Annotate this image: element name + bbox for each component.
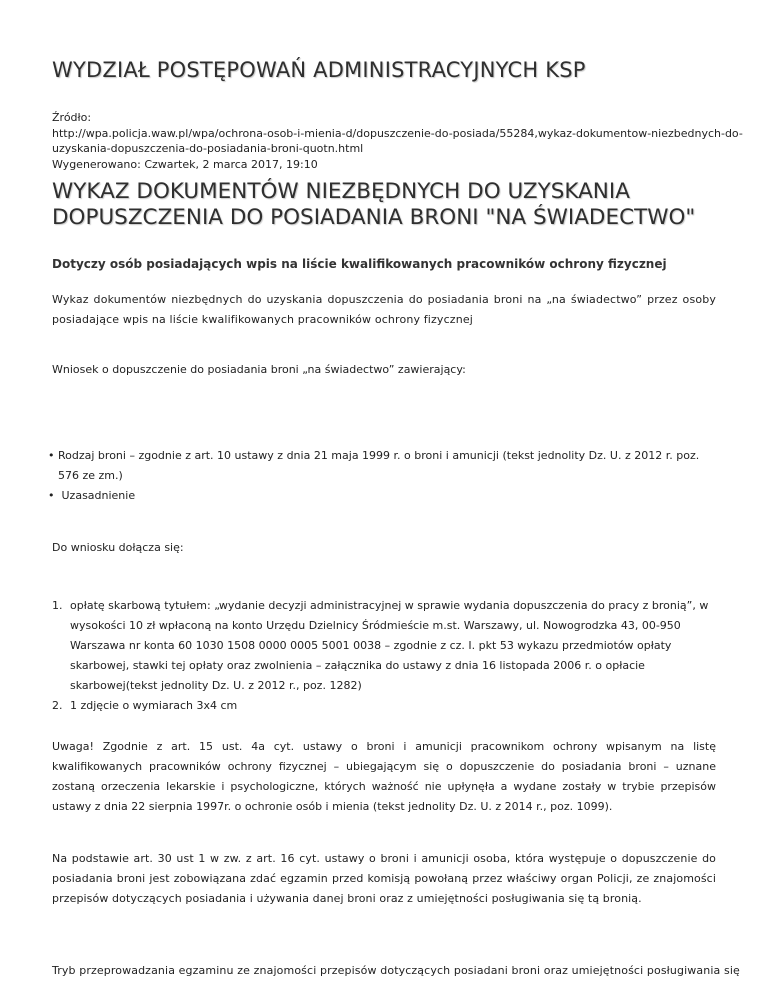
list-item-text: opłatę skarbową tytułem: „wydanie decyzji administracyjnej w sprawie wydania dopuszczenia do pracy z bronią”, w wysokości 10 zł wpłaconą na konto Urzędu Dzielnicy Śródmieście m.st. Warszawy, ul. Nowogrodzka 43, 00-950 Warszawa nr konta 60 1030 1508 0000 0005 5001 0038 – zgodnie z cz. I. pkt 53 wykazu przedmiotów opłaty skarbowej, stawki tej opłaty oraz zwolnienia – załącznika do ustawy z dnia 16 listopada 2006 r. o opłacie skarbowej(tekst jednolity Dz. U. z 2012 r., poz. 1282) xyxy=(70,599,709,692)
source-label: Źródło: xyxy=(52,111,92,124)
list-number: 1. xyxy=(52,599,63,612)
source-url-line-2: uzyskania-dopuszczenia-do-posiadania-broni-quotn.html xyxy=(52,142,364,155)
exam-procedure-paragraph: Tryb przeprowadzania egzaminu ze znajomości przepisów dotyczących posiadani broni oraz umiejętności posługiwania się xyxy=(52,964,740,977)
application-contents-list xyxy=(48,446,716,506)
list-item-text: Uzasadnienie xyxy=(58,489,136,502)
article-subtitle: Dotyczy osób posiadających wpis na liście kwalifikowanych pracowników ochrony fizycznej xyxy=(52,257,667,271)
list-item xyxy=(52,696,716,716)
list-item xyxy=(48,446,716,486)
generated-timestamp: Wygenerowano: Czwartek, 2 marca 2017, 19:10 xyxy=(52,157,318,171)
list-item xyxy=(48,486,716,506)
application-heading: Wniosek o dopuszczenie do posiadania broni „na świadectwo” zawierający: xyxy=(52,363,466,376)
organization-title: WYDZIAŁ POSTĘPOWAŃ ADMINISTRACYJNYCH KSP xyxy=(52,58,586,82)
list-item-text: 1 zdjęcie o wymiarach 3x4 cm xyxy=(70,699,238,712)
note-paragraph: Uwaga! Zgodnie z art. 15 ust. 4a cyt. ustawy o broni i amunicji pracownikom ochrony wpisanym na listę kwalifikowanych pracowników ochrony fizycznej – ubiegającym się o dopuszczenie do posiadania broni – uznane zostaną orzeczenia lekarskie i psychologiczne, których ważność nie upłynęła a wydane zostały w trybie przepisów ustawy z dnia 22 sierpnia 1997r. o ochronie osób i mienia (tekst jednolity Dz. U. z 2014 r., poz. 1099). xyxy=(52,740,716,813)
attachments-list xyxy=(52,596,716,716)
bullet-icon: • xyxy=(48,489,55,502)
list-item-text: Rodzaj broni – zgodnie z art. 10 ustawy z dnia 21 maja 1999 r. o broni i amunicji (tekst jednolity Dz. U. z 2012 r. poz. 576 ze zm.) xyxy=(58,449,700,482)
list-number: 2. xyxy=(52,699,63,712)
exam-paragraph: Na podstawie art. 30 ust 1 w zw. z art. 16 cyt. ustawy o broni i amunicji osoba, która występuje o dopuszczenie do posiadania broni jest zobowiązana zdać egzamin przed komisją powołaną przez właściwy organ Policji, ze znajomości przepisów dotyczących posiadania i używania danej broni oraz z umiejętności posługiwania się tą bronią. xyxy=(52,852,716,905)
attachments-heading: Do wniosku dołącza się: xyxy=(52,541,184,554)
intro-paragraph: Wykaz dokumentów niezbędnych do uzyskania dopuszczenia do posiadania broni na „na świadectwo” przez osoby posiadające wpis na liście kwalifikowanych pracowników ochrony fizycznej xyxy=(52,293,716,326)
list-item xyxy=(52,596,716,696)
bullet-icon: • xyxy=(48,449,55,462)
source-url-line-1: http://wpa.policja.waw.pl/wpa/ochrona-osob-i-mienia-d/dopuszczenie-do-posiada/55284,wykaz-dokumentow-niezbednych-do- xyxy=(52,126,743,140)
article-title: WYKAZ DOKUMENTÓW NIEZBĘDNYCH DO UZYSKANIA DOPUSZCZENIA DO POSIADANIA BRONI "NA ŚWIADECTWO" xyxy=(52,179,696,230)
source-metadata xyxy=(52,110,743,172)
